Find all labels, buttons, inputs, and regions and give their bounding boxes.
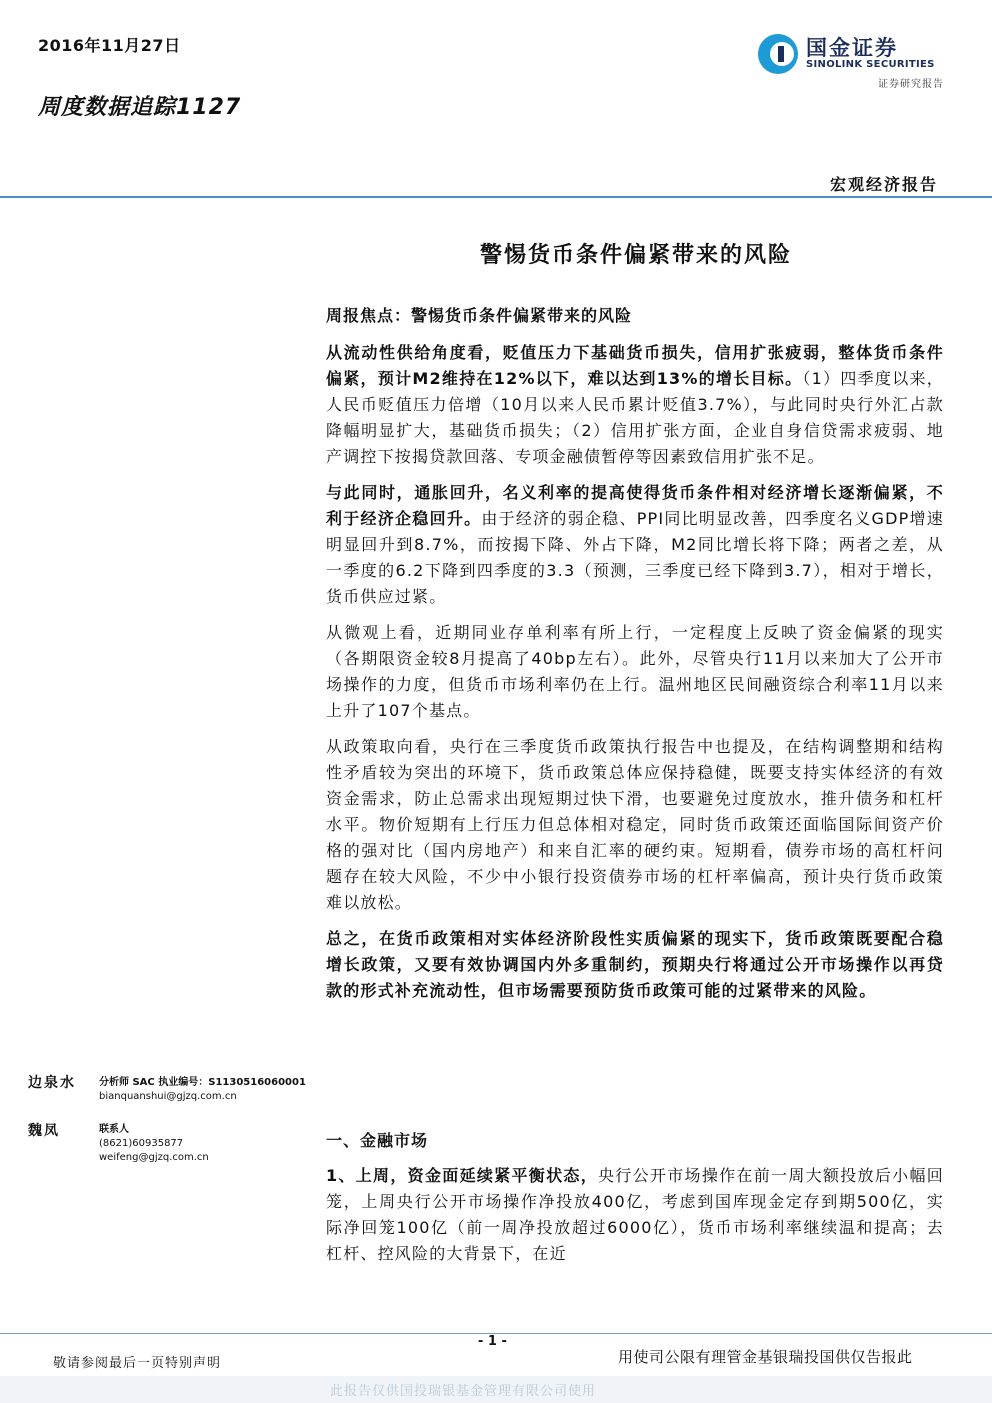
paragraph-5-bold: 总之，在货币政策相对实体经济阶段性实质偏紧的现实下，货币政策既要配合稳增长政策，又要有效协调国内外多重制约，预期央行将通过公开市场操作以再贷款的形式补充流动性，但市场需要预防货币政策可能的过紧带来的风险。	[326, 929, 944, 1000]
author-2-info	[99, 1123, 209, 1165]
section-1-paragraph	[326, 1163, 944, 1267]
paragraph-1-bold: 从流动性供给角度看，贬值压力下基础货币损失，信用扩张疲弱，整体货币条件偏紧，预计M2维持在12%以下，难以达到13%的增长目标。	[326, 343, 944, 388]
paragraph-3	[326, 620, 944, 724]
logo-subtitle: 证券研究报告	[878, 79, 944, 90]
footer-band-text: 此报告仅供国投瑞银基金管理有限公司使用	[330, 1384, 597, 1399]
author-2-role: 联系人	[99, 1124, 129, 1135]
logo-english-name: SINOLINK SECURITIES	[806, 59, 935, 70]
author-1-email: bianquanshui@gjzq.com.cn	[99, 1091, 237, 1102]
page-number: - 1 -	[478, 1334, 507, 1349]
logo-chinese-name: 国金证券	[806, 36, 898, 60]
report-title: 周度数据追踪1127	[38, 95, 242, 120]
footer-disclaimer: 敬请参阅最后一页特别声明	[53, 1356, 222, 1371]
headline: 警惕货币条件偏紧带来的风险	[479, 243, 792, 268]
paragraph-5	[326, 926, 944, 1004]
header-divider	[0, 196, 992, 198]
section-1-bold: 1、上周，资金面延续紧平衡状态，	[326, 1166, 598, 1185]
company-logo	[756, 30, 946, 90]
author-1-role: 分析师 SAC 执业编号：S1130516060001	[99, 1077, 306, 1088]
author-2-email: weifeng@gjzq.com.cn	[99, 1152, 209, 1163]
author-2-phone: (8621)60935877	[99, 1138, 184, 1149]
paragraph-2-bold: 与此同时，通胀回升，名义利率的提高使得货币条件相对经济增长逐渐偏紧，不利于经济企稳回升。	[326, 483, 944, 528]
paragraph-1	[326, 340, 944, 470]
logo-mark-icon	[756, 32, 800, 76]
report-date: 2016年11月27日	[38, 36, 181, 55]
paragraph-3-text: 从微观上看，近期同业存单利率有所上行，一定程度上反映了资金偏紧的现实（各期限资金较8月提高了40bp左右）。此外，尽管央行11月以来加大了公开市场操作的力度，但货币市场利率仍在上行。温州地区民间融资综合利率11月以来上升了107个基点。	[326, 623, 944, 720]
report-type: 宏观经济报告	[829, 175, 938, 194]
author-1-name: 边泉水	[28, 1075, 76, 1091]
author-1-info	[99, 1076, 306, 1104]
main-content	[326, 303, 944, 1014]
focus-heading: 周报焦点：警惕货币条件偏紧带来的风险	[326, 306, 633, 325]
section-1-content	[326, 1163, 944, 1277]
paragraph-4-text: 从政策取向看，央行在三季度货币政策执行报告中也提及，在结构调整期和结构性矛盾较为突出的环境下，货币政策总体应保持稳健，既要支持实体经济的有效资金需求，防止总需求出现短期过快下滑，也要避免过度放水，推升债务和杠杆水平。物价短期有上行压力但总体相对稳定，同时货币政策还面临国际间资产价格的强对比（国内房地产）和来自汇率的硬约束。短期看，债券市场的高杠杆问题存在较大风险，不少中小银行投资债券市场的杠杆率偏高，预计央行货币政策难以放松。	[326, 737, 944, 912]
paragraph-4	[326, 734, 944, 916]
author-2-name: 魏凤	[28, 1123, 60, 1139]
footer-watermark-note: 用使司公限有理管金基银瑞投国供仅告报此	[618, 1348, 913, 1366]
paragraph-2-text: 由于经济的弱企稳、PPI同比明显改善，四季度名义GDP增速明显回升到8.7%，而按揭下降、外占下降，M2同比增长将下降；两者之差，从一季度的6.2下降到四季度的3.3（预测，三季度已经下降到3.7），相对于增长，货币供应过紧。	[326, 509, 944, 606]
paragraph-1-text: （1）四季度以来，人民币贬值压力倍增（10月以来人民币累计贬值3.7%），与此同时央行外汇占款降幅明显扩大，基础货币损失；（2）信用扩张方面，企业自身信贷需求疲弱、地产调控下按揭贷款回落、专项金融债暂停等因素致信用扩张不足。	[326, 369, 944, 466]
paragraph-2	[326, 480, 944, 610]
section-heading: 一、金融市场	[326, 1131, 429, 1150]
section-1-text: 央行公开市场操作在前一周大额投放后小幅回笼，上周央行公开市场操作净投放400亿，考虑到国库现金定存到期500亿，实际净回笼100亿（前一周净投放超过6000亿），货币市场利率继续温和提高；去杠杆、控风险的大背景下，在近	[326, 1166, 944, 1263]
